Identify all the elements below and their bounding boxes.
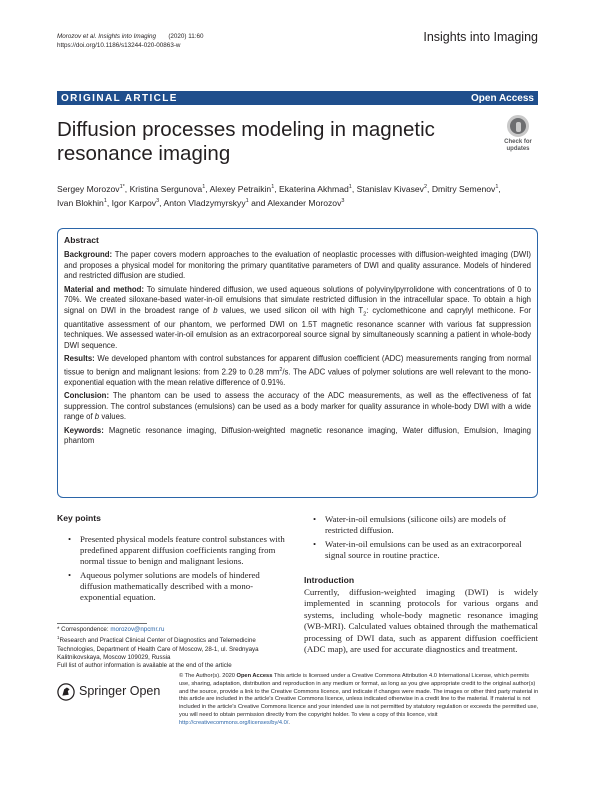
- list-item: • Presented physical models feature control substances with predefined apparent diffusion coefficients ranging from normal tissue to benign and malignant lesions.: [66, 534, 291, 567]
- abstract-conclusion: Conclusion: The phantom can be used to assess the accuracy of the ADC measurements, as well as the effectiveness of fat suppression. The control substances (emulsions) can be used as a body marker for quality assurance in whole-body DWI with a wide range of b values.: [64, 391, 531, 422]
- open-access-label: Open Access: [471, 92, 534, 104]
- author-name: Igor Karpov$^3$: [111, 197, 160, 208]
- author-name: Dmitry Semenov$^1$: [431, 183, 499, 194]
- doi-link[interactable]: https://doi.org/10.1186/s13244-020-00863-w: [57, 42, 181, 49]
- author-name: Alexander Morozov$^3$: [267, 197, 345, 208]
- abstract-results: Results: We developed phantom with control substances for apparent diffusion coefficient (ADC) measurements ranging from normal tissue to benign and malignant lesions: from 2.29 to 0.28 $mm^2/s$. The ADC values of polymer solutions are well relevant to the mono-exponential equation with the mean relative difference of 0.91%.: [64, 354, 531, 387]
- citation-authors: Morozov et al. Insights into Imaging: [57, 33, 157, 40]
- author-name: Anton Vladzymyrskyy$^1$: [163, 197, 249, 208]
- author-line-2: Ivan Blokhin$^1$, Igor Karpov$^3$, Anton Vladzymyrskyy$^1$ and Alexander Morozov$^3$: [57, 197, 345, 208]
- author-name: Ivan Blokhin$^1$: [57, 197, 107, 208]
- footnote-divider: [57, 623, 147, 624]
- email-link[interactable]: morozov@npcmr.ru: [110, 626, 165, 633]
- journal-name: Insights into Imaging: [423, 30, 538, 44]
- publisher-name: Springer: [79, 684, 127, 698]
- abstract-box: [57, 228, 538, 498]
- author-line-1: Sergey Morozov$^{1*}$, Kristina Sergunova$^1$, Alexey Petraikin$^1$, Ekaterina Akhmad$^1$, Stanislav Kivasev$^2$, Dmitry Semenov$^1$,: [57, 183, 501, 194]
- author-name: Alexey Petraikin$^1$: [209, 183, 275, 194]
- article-type-banner: [57, 91, 538, 105]
- affiliation-text: Research and Practical Clinical Center of Diagnostics and Telemedicine Technologies, Department of Health Care of Moscow, 28-1, ul. Srednyaya Kalitnikovskaya, Moscow 109029, Russia: [57, 637, 259, 661]
- author-name: Sergey Morozov$^{1*}$: [57, 183, 125, 194]
- abstract-methods: Material and method: To simulate hindered diffusion, we used aqueous solutions of polyvinylpyrrolidone with concentrations of 0 to 70%. We created siloxane-based water-in-oil emulsions that simulate restricted diffusion in the intracellular space. To obtain a high signal on DWI in the broadest range of b values, we used silicon oil with high $T_2$: cyclomethicone and caprylyl methicone. For quantitative assessment of our phantom, we performed DWI on 1.5T magnetic resonance scanner with various fat suppression techniques. We assessed water-in-oil emulsion as an extracorporeal source signal by simultaneously scanning a patient in whole-body DWI sequence.: [64, 284, 532, 350]
- author-name: Ekaterina Akhmad$^1$: [279, 183, 352, 194]
- running-header-citation: [57, 32, 204, 50]
- list-item: • Water-in-oil emulsions (silicone oils) are models of restricted diffusion.: [311, 514, 538, 536]
- abstract-heading: Abstract: [64, 235, 99, 245]
- list-item: • Aqueous polymer solutions are models of hindered diffusion mathematically described with a mono-exponential equation.: [66, 570, 291, 603]
- abstract-keywords: Keywords: Magnetic resonance imaging, Diffusion-weighted magnetic resonance imaging, Water diffusion, Emulsion, Imaging phantom: [64, 425, 531, 446]
- introduction-paragraph: Currently, diffusion-weighted imaging (DWI) is widely implemented in scanning protocols for various organs and systems, including whole-body magnetic resonance imaging (WB-MRI). Calculated values obtained through the mathematical processing of DWI data, such as apparent diffusion coefficient (ADC map), are used for accurate diagnostics and treatment.: [304, 587, 538, 655]
- list-item: • Water-in-oil emulsions can be used as an extracorporeal signal source in routine practice.: [311, 539, 538, 561]
- check-for-updates-badge[interactable]: [498, 115, 538, 155]
- article-title: Diffusion processes modeling in magnetic resonance imaging: [57, 118, 435, 165]
- license-url-link[interactable]: http://creativecommons.org/licenses/by/4.0/: [179, 719, 289, 726]
- article-type-label: ORIGINAL ARTICLE: [61, 92, 178, 104]
- abstract-background: Background: The paper covers modern approaches to the evaluation of neoplastic processes with diffusion-weighted imaging (DWI) and proposes a physical model for monitoring the primary quantitative parameters of DWI and quality assurance. Models of hindered and restricted diffusion are studied.: [64, 250, 531, 280]
- citation-year: (2020) 11:60: [168, 33, 204, 40]
- key-points-list-left: [66, 534, 291, 606]
- publisher-suffix: Open: [129, 684, 161, 698]
- correspondence-footnote: * Correspondence: morozov@npcmr.ru $^1$Research and Practical Clinical Center of Diagnostics and Telemedicine Technologies, Department of Health Care of Moscow, 28-1, ul. Srednyaya Kalitnikovskaya, Moscow 109029, Russia Full list of author information is available at the end of the article: [57, 626, 287, 671]
- license-text: © The Author(s). 2020 Open Access This article is licensed under a Creative Commons Attribution 4.0 International License, which permits use, sharing, adaptation, distribution and reproduction in any medium or format, as long as you give appropriate credit to the original author(s) and the source, provide a link to the Creative Commons licence, and indicate if changes were made. The images or other third party material in this article are included in the article's Creative Commons licence, unless indicated otherwise in a credit line to the material. If material is not included in the article's Creative Commons licence and your intended use is not permitted by statutory regulation or exceeds the permitted use, you will need to obtain permission directly from the copyright holder. To view a copy of this licence, visit http://creativecommons.org/licenses/by/4.0/.: [179, 673, 539, 726]
- introduction-heading: Introduction: [304, 575, 355, 585]
- key-points-heading: Key points: [57, 513, 101, 523]
- author-list: [57, 181, 538, 209]
- springer-open-logo: [57, 680, 177, 704]
- full-list-note: Full list of author information is available at the end of the article: [57, 662, 232, 670]
- check-for-updates-icon: [507, 115, 529, 137]
- key-points-list-right: [311, 514, 538, 564]
- check-for-updates-text: Check for updates: [504, 139, 532, 152]
- author-name: Stanislav Kivasev$^2$: [356, 183, 428, 194]
- author-name: Kristina Sergunova$^1$: [129, 183, 206, 194]
- springer-horse-icon: [57, 683, 75, 701]
